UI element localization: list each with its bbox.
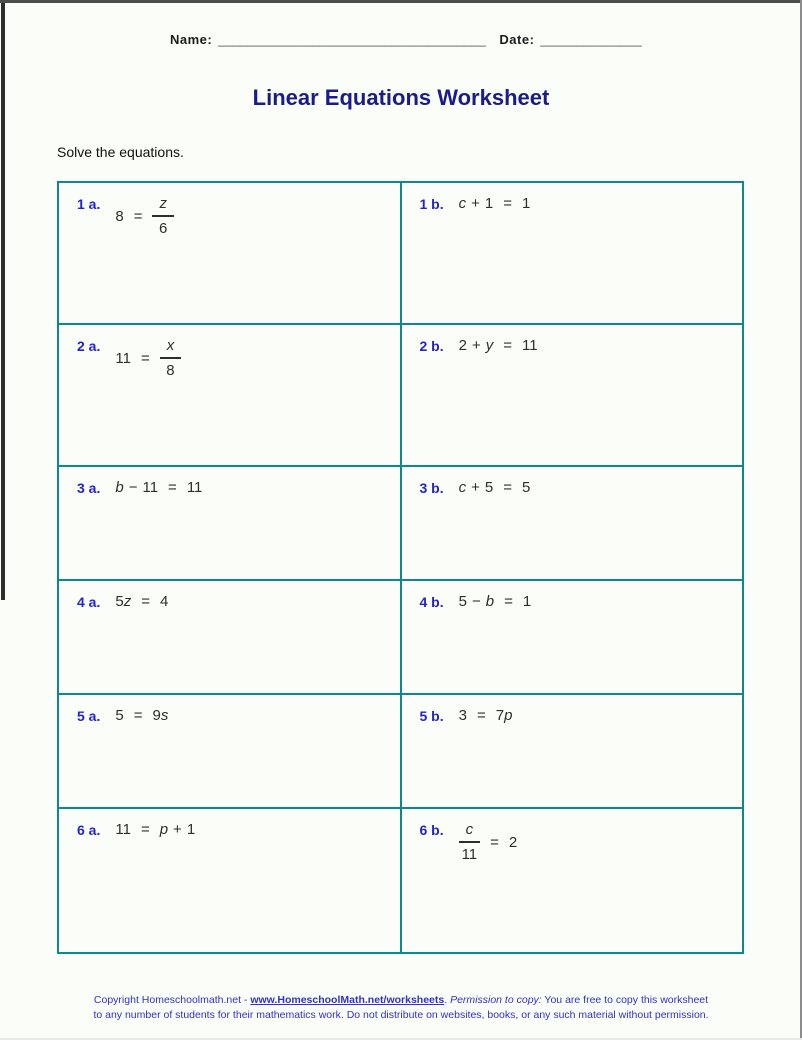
worksheets-link[interactable]: www.HomeschoolMath.net/worksheets [250,994,445,1006]
problem-number: 2 b. [419,338,444,354]
problem-number: 6 b. [419,822,444,838]
fraction: $\frac{c}{11}$ [459,821,481,863]
problem-number: 4 a. [77,594,101,610]
equals-sign: = [133,207,143,225]
operator: + [173,821,182,838]
screen-edge-top [0,0,802,3]
fraction: $\frac{z}{6}$ [152,195,174,237]
number: 9 [152,707,161,724]
problem-row [58,324,743,466]
fraction: $\frac{x}{8}$ [160,337,182,379]
problem-number: 3 b. [419,480,444,496]
equation [115,821,195,838]
operator: + [471,479,480,496]
number: 11 [115,821,131,838]
number: 1 [522,593,532,610]
problem-cell-2b [401,324,744,466]
date-blank-line: ______________ [540,32,642,47]
problem-cell-6b [401,808,744,953]
number: 11 [115,349,131,367]
problem-cell-3a [58,466,401,580]
footer-text-segment: . [444,994,451,1006]
problem-cell-6a [58,808,401,953]
variable: c [458,195,467,212]
problem-number: 6 a. [77,822,101,838]
problem-number: 1 b. [419,196,444,212]
number: 5 [484,479,494,496]
variable: s [160,707,169,724]
problem-row [58,694,743,808]
number: 1 [484,195,494,212]
equals-sign: = [476,707,486,724]
instructions-text: Solve the equations. [57,144,184,160]
problem-cell-3b [401,466,744,580]
variable: b [115,479,124,496]
variable: p [504,707,513,724]
number: 1 [186,821,196,838]
operator: − [128,479,138,496]
problem-number: 2 a. [77,338,101,354]
name-label: Name: [170,32,213,47]
name-blank-line: _____________________________________ [218,32,486,47]
equals-sign: = [140,821,150,838]
operator: − [471,593,481,610]
number: 5 [115,593,124,610]
equals-sign: = [490,833,499,851]
equation [459,821,518,863]
number: 1 [522,195,531,212]
problem-cell-4b [401,580,744,694]
number: 5 [522,479,531,496]
equation [459,479,531,496]
equals-sign: = [503,195,512,212]
date-label: Date: [499,32,535,47]
equals-sign: = [133,707,143,724]
footer-text-segment: You are free to copy this worksheet to any number of students for their mathematics work. Do not distribute on websites, books, or any such material without permission. [93,994,709,1021]
operator: + [471,195,480,212]
problem-number: 5 a. [77,708,101,724]
equals-sign: = [140,349,150,367]
variable: c [458,479,467,496]
equation [459,707,513,724]
number: 11 [142,479,159,496]
number: 5 [458,593,467,610]
problem-cell-2a [58,324,401,466]
number: 5 [115,707,124,724]
variable: y [485,337,494,354]
equation [115,337,181,379]
problem-row [58,182,743,324]
problem-row [58,580,743,694]
number: 8 [115,207,124,225]
equation [459,337,538,354]
name-date-header [170,32,642,47]
variable: b [485,593,495,610]
number: 2 [458,337,467,354]
problem-number: 4 b. [419,594,444,610]
number: 3 [458,707,467,724]
equation [115,195,174,237]
equation [115,593,168,610]
equation [459,593,532,610]
problem-row [58,466,743,580]
variable: z [123,593,132,610]
problem-cell-5b [401,694,744,808]
problem-number: 3 a. [77,480,101,496]
equation [115,707,168,724]
equation [459,195,531,212]
number: 11 [186,479,203,496]
equals-sign: = [141,593,150,610]
problem-cell-4a [58,580,401,694]
problem-cell-5a [58,694,401,808]
problem-cell-1b [401,182,744,324]
problem-cell-1a [58,182,401,324]
equation [115,479,202,496]
equals-sign: = [504,593,513,610]
number: 4 [159,593,169,610]
equals-sign: = [503,479,512,496]
footer-text-segment: Permission to copy: [450,994,542,1006]
number: 11 [522,337,538,354]
problem-row [58,808,743,953]
problem-number: 5 b. [419,708,444,724]
equals-sign: = [503,337,512,354]
equals-sign: = [168,479,177,496]
page-title: Linear Equations Worksheet [252,85,550,110]
problem-number: 1 a. [77,196,101,212]
operator: + [471,337,481,354]
number: 7 [495,707,505,724]
footer-copyright [0,993,802,1023]
footer-text-segment: Copyright Homeschoolmath.net - [93,994,251,1006]
variable: p [159,821,169,838]
problems-table [57,181,744,954]
number: 2 [508,833,518,851]
